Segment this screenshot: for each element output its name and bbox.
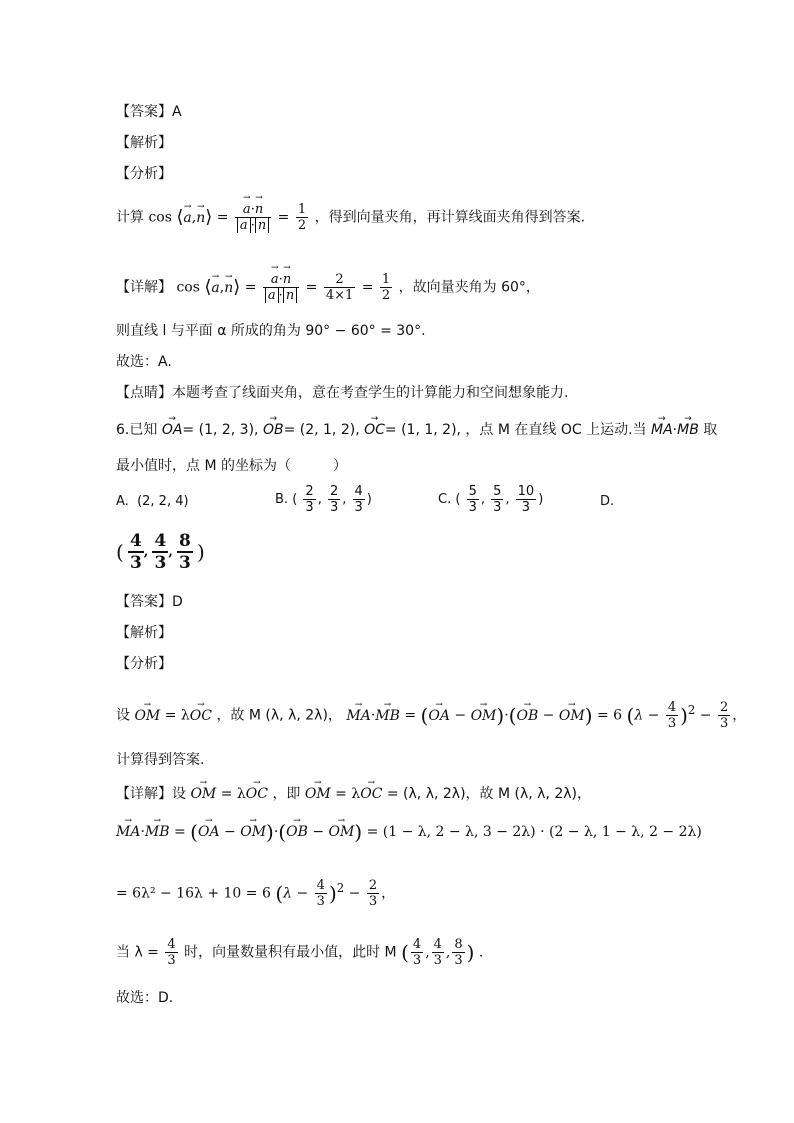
analysis-label: 【解析】 [116,135,172,151]
fenxi-label: 【分析】 [116,166,172,182]
q6-fenxi-label: 【分析】 [116,656,172,672]
q6-detail-line1: 【详解】设 → OM = λ→ OC ，即 → OM = λ→ OC = (λ, λ, 2λ)，故 M (λ, λ, 2λ)， [116,784,591,804]
q5-choice: 故选：A. [116,354,172,370]
q6-fenxi-text: 设 → OM = λ→ OC ，故 M (λ, λ, 2λ)， → MA·→ MB = (→ OA − → OM)·(→ OB − → OM) = 6 (λ − $\frac{4}{3}$ )$^2$ − $\frac{2}{3}$ ， [116,700,746,731]
q6-stem-line2: 最小值时，点 M 的坐标为（ ） [116,458,347,474]
answer-label: 【答案】A [116,104,182,120]
q6-stem: 6.已知 → OA= (1, 2, 3), → OB= (2, 1, 2), → OC= (1, 1, 2), ，点 M 在直线 OC 上运动.当 → MA·→ MB 取 [116,420,717,440]
option-c: C. ( $\frac{5}{3}$ , $\frac{5}{3}$ , $\frac{10}{3}$ ) [438,484,544,515]
option-a: A. (2, 2, 4) [116,494,189,509]
q6-choice: 故选：D. [116,990,174,1006]
q6-analysis-label: 【解析】 [116,625,172,641]
q6-detail-line3: = 6λ² − 16λ + 10 = 6 (λ − $\frac{4}{3}$ )$^2$ − $\frac{2}{3}$ ， [116,878,396,910]
q6-detail-line4: 当 λ = $\frac{4}{3}$ 时，向量数量积有最小值，此时 M ( $\frac{4}{3}$ , $\frac{4}{3}$ , $\frac{8}{3}$ ) . [116,937,484,968]
q5-detail-text: 【详解】 cos ⟨→ a,→ n⟩ = → $\frac{a\cdot\to n}{a \cdot n}$ = $\frac{2}{4\times 1}$ = $\frac{1}{2}$ ，故向量夹角为 60°， [116,272,540,303]
q6-answer-label: 【答案】D [116,594,183,610]
q5-detail-line2: 则直线 l 与平面 α 所成的角为 90° − 60° = 30°. [116,323,426,339]
q6-fenxi-calc: 计算得到答案. [116,752,205,768]
option-d-value: ( $\frac{4}{3}$ , $\frac{4}{3}$ , $\frac{8}{3}$ ) [116,531,205,573]
q5-comment: 【点睛】本题考查了线面夹角，意在考查学生的计算能力和空间想象能力. [116,385,569,401]
q6-detail-line2: → MA·→ MB = (→ OA − → OM)·(→ OB − → OM) = (1 − λ, 2 − λ, 3 − 2λ) · (2 − λ, 1 − λ, 2 − 2λ) [116,822,702,842]
q5-fenxi-text: 计算 cos ⟨→ a,→ n⟩ = → $\frac{a\cdot\to n}{a \cdot n}$ = $\frac{1}{2}$ ，得到向量夹角，再计算线面夹角得到答案. [116,202,585,233]
option-d: D. [600,494,615,509]
option-b: B. ( $\frac{2}{3}$ , $\frac{2}{3}$ , $\frac{4}{3}$ ) [275,484,372,515]
